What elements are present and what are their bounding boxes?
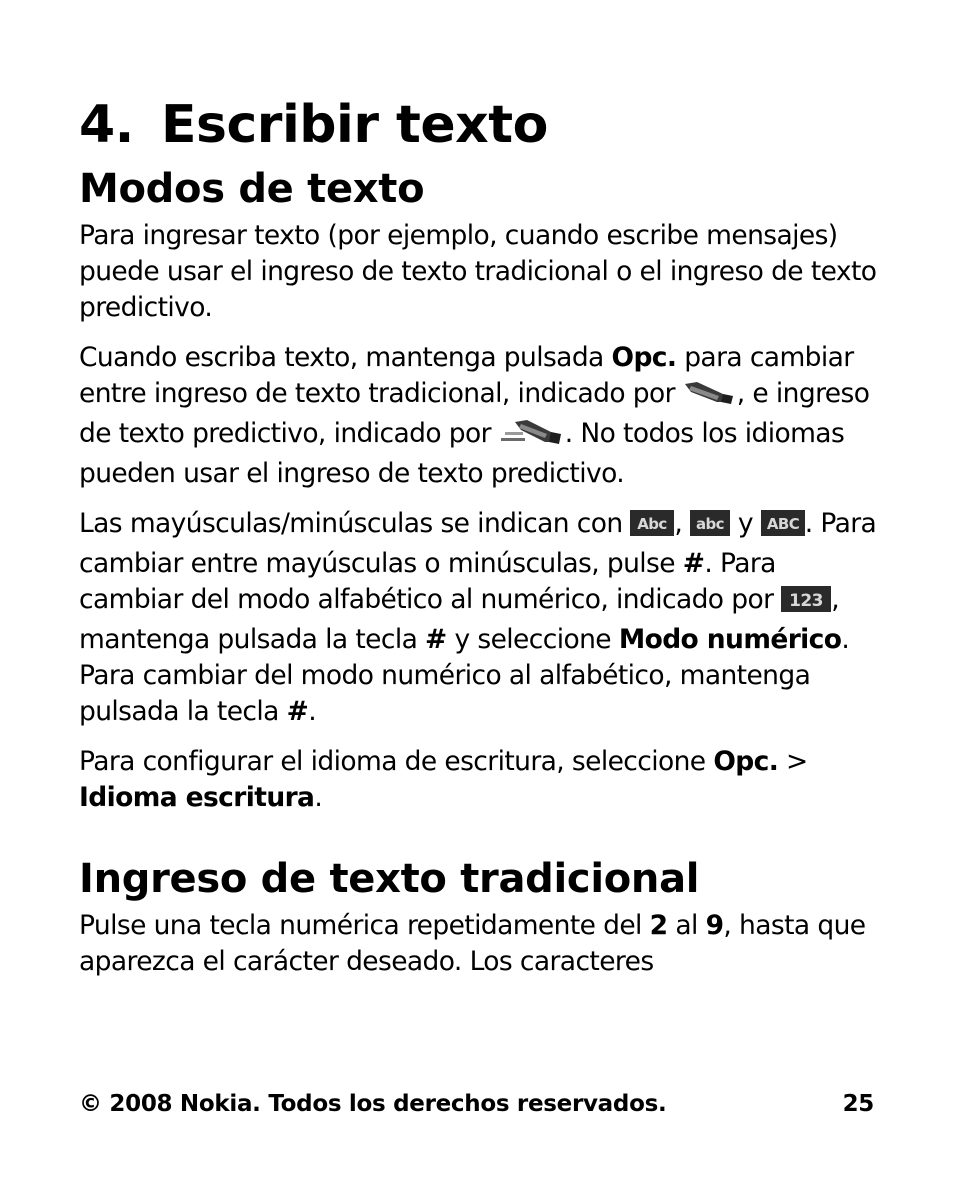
paragraph-options: Cuando escriba texto, mantenga pulsada Opc. para cambiar entre ingreso de texto tradicional, indicado por , e ingreso de texto predictivo, indicado por . No todos los idiomas pueden usar el ingreso de texto predictivo. <box>79 342 870 489</box>
section-heading-tradicional: Ingreso de texto tradicional <box>79 856 700 902</box>
chapter-title <box>79 92 879 158</box>
idioma-escritura-term: Idioma escritura <box>79 782 315 813</box>
svg-text:Abc: Abc <box>637 515 668 533</box>
chapter-title-text: Escribir texto <box>161 95 548 155</box>
svg-text:ABC: ABC <box>766 515 799 533</box>
page-content <box>79 92 879 980</box>
paragraph-language: Para configurar el idioma de escritura, seleccione Opc. > Idioma escritura. <box>79 746 808 813</box>
modo-numerico-term: Modo numérico <box>618 624 842 655</box>
copyright-text: © 2008 Nokia. Todos los derechos reservados. <box>79 1091 667 1117</box>
paragraph-traditional: Pulse una tecla numérica repetidamente del 2 al 9, hasta que aparezca el carácter deseado. Los caracteres <box>79 910 866 977</box>
paragraph-intro: Para ingresar texto (por ejemplo, cuando escribe mensajes) puede usar el ingreso de texto tradicional o el ingreso de texto predictivo. <box>79 220 877 323</box>
predictive-pen-icon <box>499 418 565 456</box>
svg-text:123: 123 <box>789 591 824 611</box>
upper-case-icon <box>761 510 805 546</box>
paragraph-case: Las mayúsculas/minúsculas se indican con Abc , abc y ABC . Para cambiar entre mayúsculas o minúsculas, pulse #. Para cambiar del modo alfabético al numérico, indicado por 123 , mantenga pulsada la tecla # y seleccione Modo numérico. Para cambiar del modo numérico al alfabético, mantenga pulsada la tecla #. <box>79 508 877 727</box>
page-footer <box>79 1088 874 1120</box>
section-heading-modos: Modos de texto <box>79 166 425 212</box>
sentence-case-icon <box>630 510 674 546</box>
lower-case-icon <box>690 510 730 546</box>
chapter-number: 4. <box>79 95 134 155</box>
page-number: 25 <box>842 1091 874 1117</box>
pen-icon <box>683 378 737 416</box>
svg-text:abc: abc <box>696 515 724 533</box>
opc-term: Opc. <box>611 342 677 373</box>
numeric-mode-icon <box>781 586 831 622</box>
